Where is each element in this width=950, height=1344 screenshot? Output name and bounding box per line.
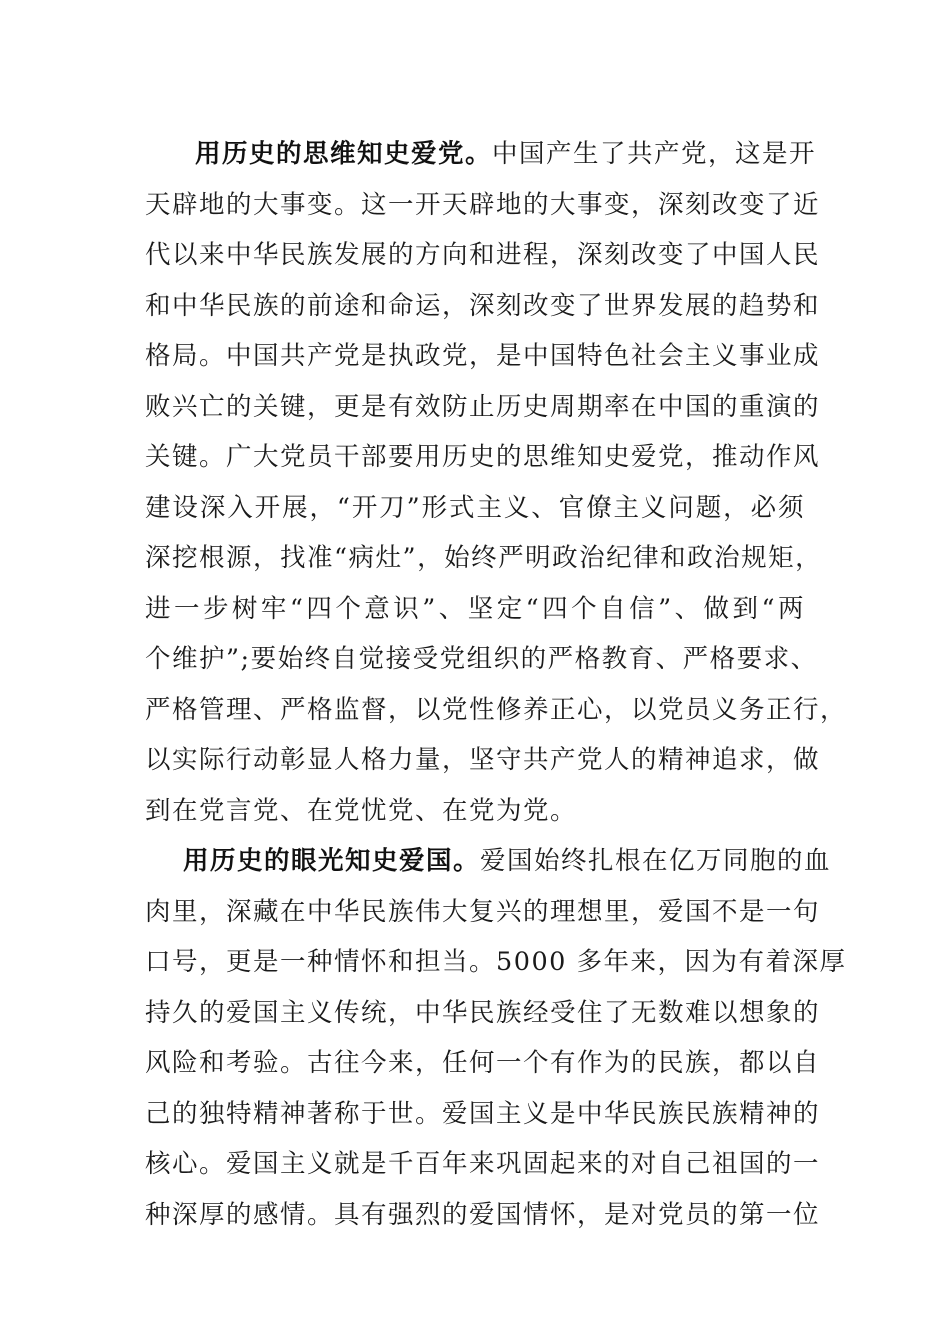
paragraph-last-line: 到在党言党、在党忧党、在党为党。	[145, 795, 578, 826]
paragraph-heading: 用历史的眼光知史爱国。	[183, 846, 481, 876]
paragraph-line: 口号，更是一种情怀和担当。5000 多年来，因为有着深厚	[145, 947, 847, 977]
paragraph-first-line	[145, 836, 832, 887]
paragraph-line: 风险和考验。古往今来，任何一个有作为的民族，都以自	[145, 1048, 821, 1078]
paragraph-line: 败兴亡的关键，更是有效防止历史周期率在中国的重演的	[145, 391, 821, 422]
paragraph-line: 个维护”;要始终自觉接受党组织的严格教育、严格要求、	[145, 644, 818, 674]
paragraph-first-line	[145, 129, 817, 180]
paragraph-line: 代以来中华民族发展的方向和进程，深刻改变了中国人民	[145, 240, 821, 270]
paragraph-line: 种深厚的感情。具有强烈的爱国情怀，是对党员的第一位	[145, 1199, 821, 1230]
paragraph-line: 严格管理、严格监督，以党性修养正心，以党员义务正行，	[145, 694, 848, 725]
paragraph-line: 格局。中国共产党是执政党，是中国特色社会主义事业成	[145, 341, 821, 371]
paragraph-line: 肉里，深藏在中华民族伟大复兴的理想里，爱国不是一句	[145, 896, 821, 927]
paragraph-line: 天辟地的大事变。这一开天辟地的大事变，深刻改变了近	[145, 189, 821, 220]
paragraph-text: 中国产生了共产党，这是开	[492, 139, 817, 169]
paragraph-line: 核心。爱国主义就是千百年来巩固起来的对自己祖国的一	[145, 1149, 821, 1179]
paragraph-heading: 用历史的思维知史爱党。	[195, 139, 493, 169]
paragraph-line: 和中华民族的前途和命运，深刻改变了世界发展的趋势和	[145, 290, 821, 321]
paragraph-line: 持久的爱国主义传统，中华民族经受住了无数难以想象的	[145, 997, 821, 1028]
paragraph-text: 爱国始终扎根在亿万同胞的血	[480, 846, 832, 876]
paragraph-love-party	[145, 129, 848, 836]
paragraph-line: 建设深入开展，“开刀”形式主义、官僚主义问题，必须	[145, 492, 805, 523]
paragraph-line: 关键。广大党员干部要用历史的思维知史爱党，推动作风	[145, 442, 821, 472]
paragraph-line: 己的独特精神著称于世。爱国主义是中华民族民族精神的	[145, 1098, 821, 1129]
paragraph-line: 深挖根源，找准“病灶”，始终严明政治纪律和政治规矩，	[145, 543, 823, 573]
paragraph-line: 以实际行动彰显人格力量，坚守共产党人的精神追求，做	[145, 745, 821, 775]
paragraph-love-country	[145, 836, 847, 1240]
paragraph-line: 进一步树牢“四个意识”、坚定“四个自信”、做到“两	[145, 593, 805, 624]
